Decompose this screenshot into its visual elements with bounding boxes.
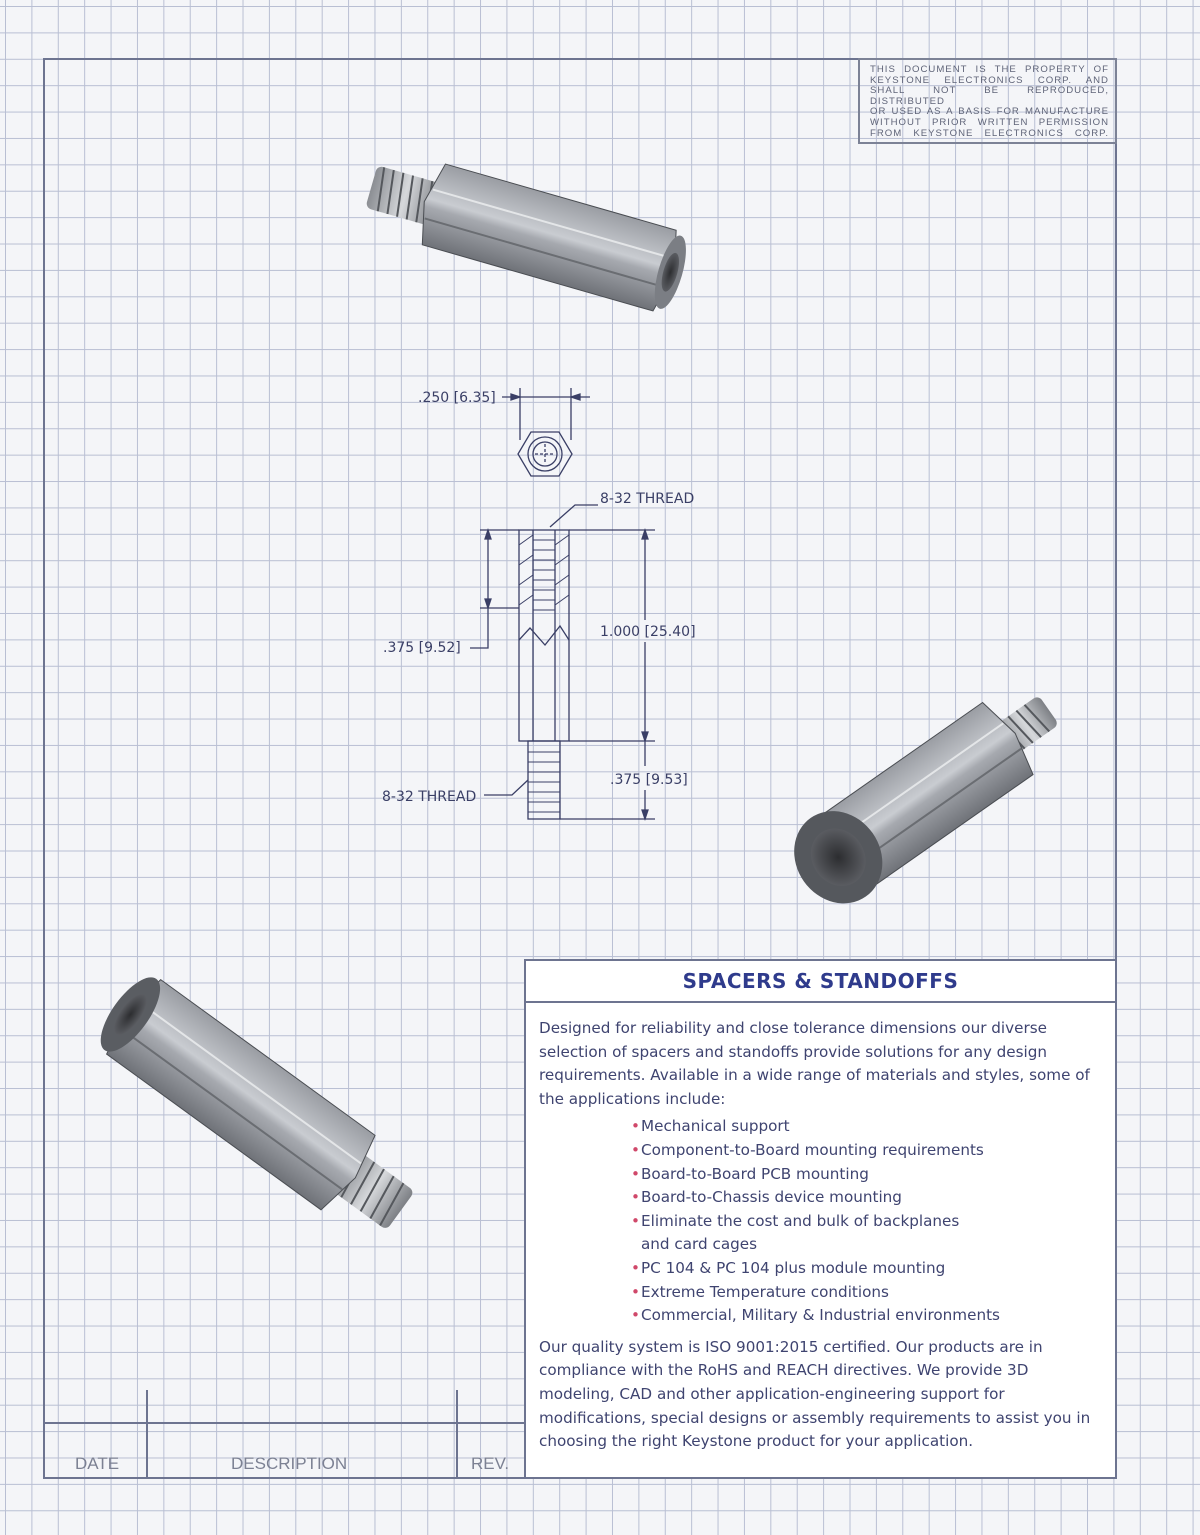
thread-top-label: 8-32 THREAD <box>600 491 695 507</box>
dim-width-label: .250 [6.35] <box>418 390 496 406</box>
dim-stud-label: .375 [9.53] <box>610 772 688 788</box>
standoff-photo-left <box>89 967 428 1248</box>
list-item: • Component-to-Board mounting requirements <box>631 1140 984 1159</box>
notice-line: OR USED AS A BASIS FOR MANUFACTURE <box>870 106 1109 118</box>
revision-block <box>43 1390 526 1479</box>
application-list <box>539 1115 1103 1327</box>
panel-body <box>526 1003 1115 1454</box>
standoff-photo-top <box>360 146 694 316</box>
rev-label: REV. <box>471 1454 510 1473</box>
dim-length-label: 1.000 [25.40] <box>600 624 696 640</box>
panel-title: SPACERS & STANDOFFS <box>526 961 1115 1003</box>
list-item: • Board-to-Board PCB mounting <box>631 1164 869 1183</box>
standoff-photo-right <box>776 671 1076 921</box>
notice-line: FROM KEYSTONE ELECTRONICS CORP. <box>870 127 1109 139</box>
notice-line: WITHOUT PRIOR WRITTEN PERMISSION <box>870 116 1109 128</box>
dim-inner-label: .375 [9.52] <box>383 640 461 656</box>
dimension-labels <box>382 390 696 805</box>
divider <box>456 1390 458 1479</box>
intro-paragraph: Designed for reliability and close tolerance dimensions our diverse selection of spacers and standoffs provide solutions for any design requirements. Available in a wide range of materials and styles, some of the applications include: <box>539 1019 1090 1108</box>
date-label: DATE <box>75 1454 120 1473</box>
notice-line: KEYSTONE ELECTRONICS CORP. AND <box>870 74 1109 86</box>
notice-line: SHALL NOT BE REPRODUCED, DISTRIBUTED <box>870 85 1109 107</box>
thread-bottom-label: 8-32 THREAD <box>382 789 477 805</box>
technical-drawing <box>470 388 655 819</box>
list-item: • Commercial, Military & Industrial environments <box>631 1306 1000 1325</box>
list-item: • Board-to-Chassis device mounting <box>631 1188 902 1207</box>
notice-line: THIS DOCUMENT IS THE PROPERTY OF <box>870 64 1109 75</box>
list-item: • Extreme Temperature conditions <box>631 1282 889 1301</box>
closing-paragraph: Our quality system is ISO 9001:2015 certified. Our products are in compliance with the RoHS and REACH directives. We provide 3D modeling, CAD and other application-engineering support for modifications, special designs or assembly requirements to assist you in choosing the right Keystone product for your application. <box>539 1337 1091 1451</box>
list-item: • Eliminate the cost and bulk of backplanes and card cages <box>631 1211 960 1254</box>
divider <box>146 1390 148 1479</box>
description-label: DESCRIPTION <box>231 1454 348 1473</box>
info-panel <box>524 959 1117 1479</box>
divider <box>43 1422 526 1424</box>
list-item: • PC 104 & PC 104 plus module mounting <box>631 1258 946 1277</box>
list-item: • Mechanical support <box>631 1117 790 1136</box>
